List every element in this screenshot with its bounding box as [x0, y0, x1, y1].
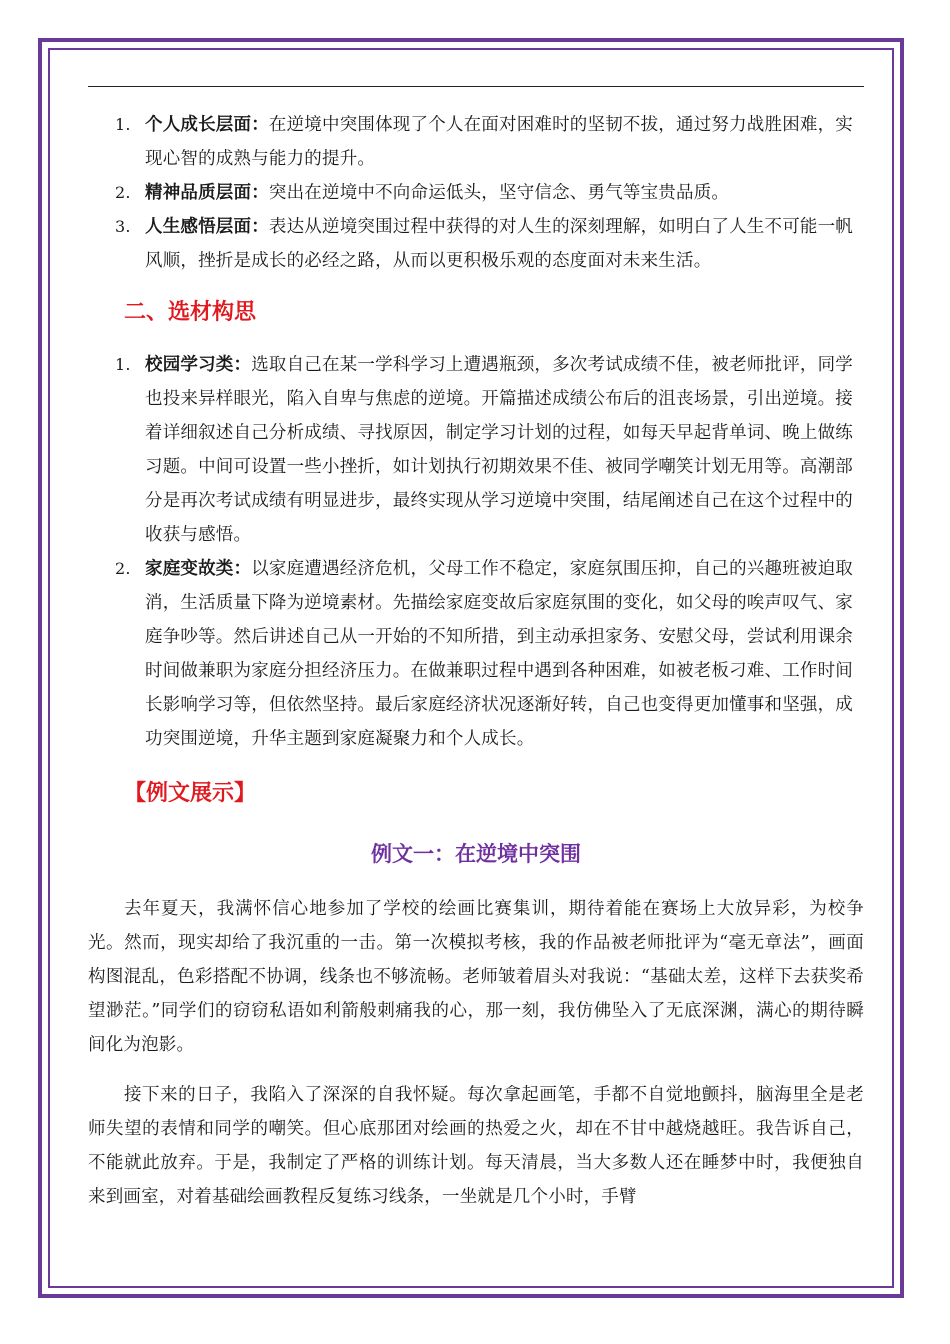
list-item-text: 以家庭遭遇经济危机，父母工作不稳定，家庭氛围压抑，自己的兴趣班被迫取消，生活质量下降为逆境素材。先描绘家庭变故后家庭氛围的变化，如父母的唉声叹气、家庭争吵等。然后讲述自己从一开始的不知所措，到主动承担家务、安慰父母，尝试利用课余时间做兼职为家庭分担经济压力。在做兼职过程中遇到各种困难，如被老板刁难、工作时间长影响学习等，但依然坚持。最后家庭经济状况逐渐好转，自己也变得更加懂事和坚强，成功突围逆境，升华主题到家庭凝聚力和个人成长。 [145, 559, 854, 749]
header-rule [88, 86, 864, 87]
list-item-label: 校园学习类： [145, 355, 252, 375]
list-item-text: 在逆境中突围体现了个人在面对困难时的坚韧不拔，通过努力战胜困难，实现心智的成熟与能力的提升。 [145, 115, 854, 169]
list-number: 1. [115, 115, 131, 134]
example-heading: 【例文展示】 [124, 781, 257, 806]
list-number: 2. [115, 183, 131, 202]
list-item-text: 突出在逆境中不向命运低头，坚守信念、勇气等宝贵品质。 [268, 183, 730, 203]
list-item [88, 108, 864, 176]
list-number: 2. [115, 559, 131, 578]
list-item-label: 家庭变故类： [145, 559, 252, 579]
theme-list [88, 108, 864, 278]
document-body [88, 108, 864, 1214]
section-heading: 二、选材构思 [124, 300, 257, 325]
list-item [88, 210, 864, 278]
list-item [88, 552, 864, 756]
list-item-label: 人生感悟层面： [145, 217, 269, 237]
essay-paragraph: 去年夏天，我满怀信心地参加了学校的绘画比赛集训，期待着能在赛场上大放异彩，为校争光。然而，现实却给了我沉重的一击。第一次模拟考核，我的作品被老师批评为“毫无章法”，画面构图混乱，色彩搭配不协调，线条也不够流畅。老师皱着眉头对我说：“基础太差，这样下去获奖希望渺茫。”同学们的窃窃私语如利箭般刺痛我的心，那一刻，我仿佛坠入了无底深渊，满心的期待瞬间化为泡影。 [88, 899, 864, 1055]
list-item-label: 个人成长层面： [145, 115, 269, 135]
list-item [88, 348, 864, 552]
essay-paragraph: 接下来的日子，我陷入了深深的自我怀疑。每次拿起画笔，手都不自觉地颤抖，脑海里全是老师失望的表情和同学的嘲笑。但心底那团对绘画的热爱之火，却在不甘中越烧越旺。我告诉自己，不能就此放弃。于是，我制定了严格的训练计划。每天清晨，当大多数人还在睡梦中时，我便独自来到画室，对着基础绘画教程反复练习线条，一坐就是几个小时，手臂 [88, 1085, 864, 1207]
essay-title: 例文一：在逆境中突围 [371, 842, 581, 866]
list-item-label: 精神品质层面： [145, 183, 269, 203]
list-number: 1. [115, 355, 131, 374]
list-number: 3. [115, 217, 131, 236]
list-item-text: 选取自己在某一学科学习上遭遇瓶颈，多次考试成绩不佳，被老师批评，同学也投来异样眼光，陷入自卑与焦虑的逆境。开篇描述成绩公布后的沮丧场景，引出逆境。接着详细叙述自己分析成绩、寻找原因，制定学习计划的过程，如每天早起背单词、晚上做练习题。中间可设置一些小挫折，如计划执行初期效果不佳、被同学嘲笑计划无用等。高潮部分是再次考试成绩有明显进步，最终实现从学习逆境中突围，结尾阐述自己在这个过程中的收获与感悟。 [145, 355, 854, 545]
list-item [88, 176, 864, 210]
material-list [88, 348, 864, 756]
list-item-text: 表达从逆境突围过程中获得的对人生的深刻理解，如明白了人生不可能一帆风顺，挫折是成长的必经之路，从而以更积极乐观的态度面对未来生活。 [145, 217, 854, 271]
